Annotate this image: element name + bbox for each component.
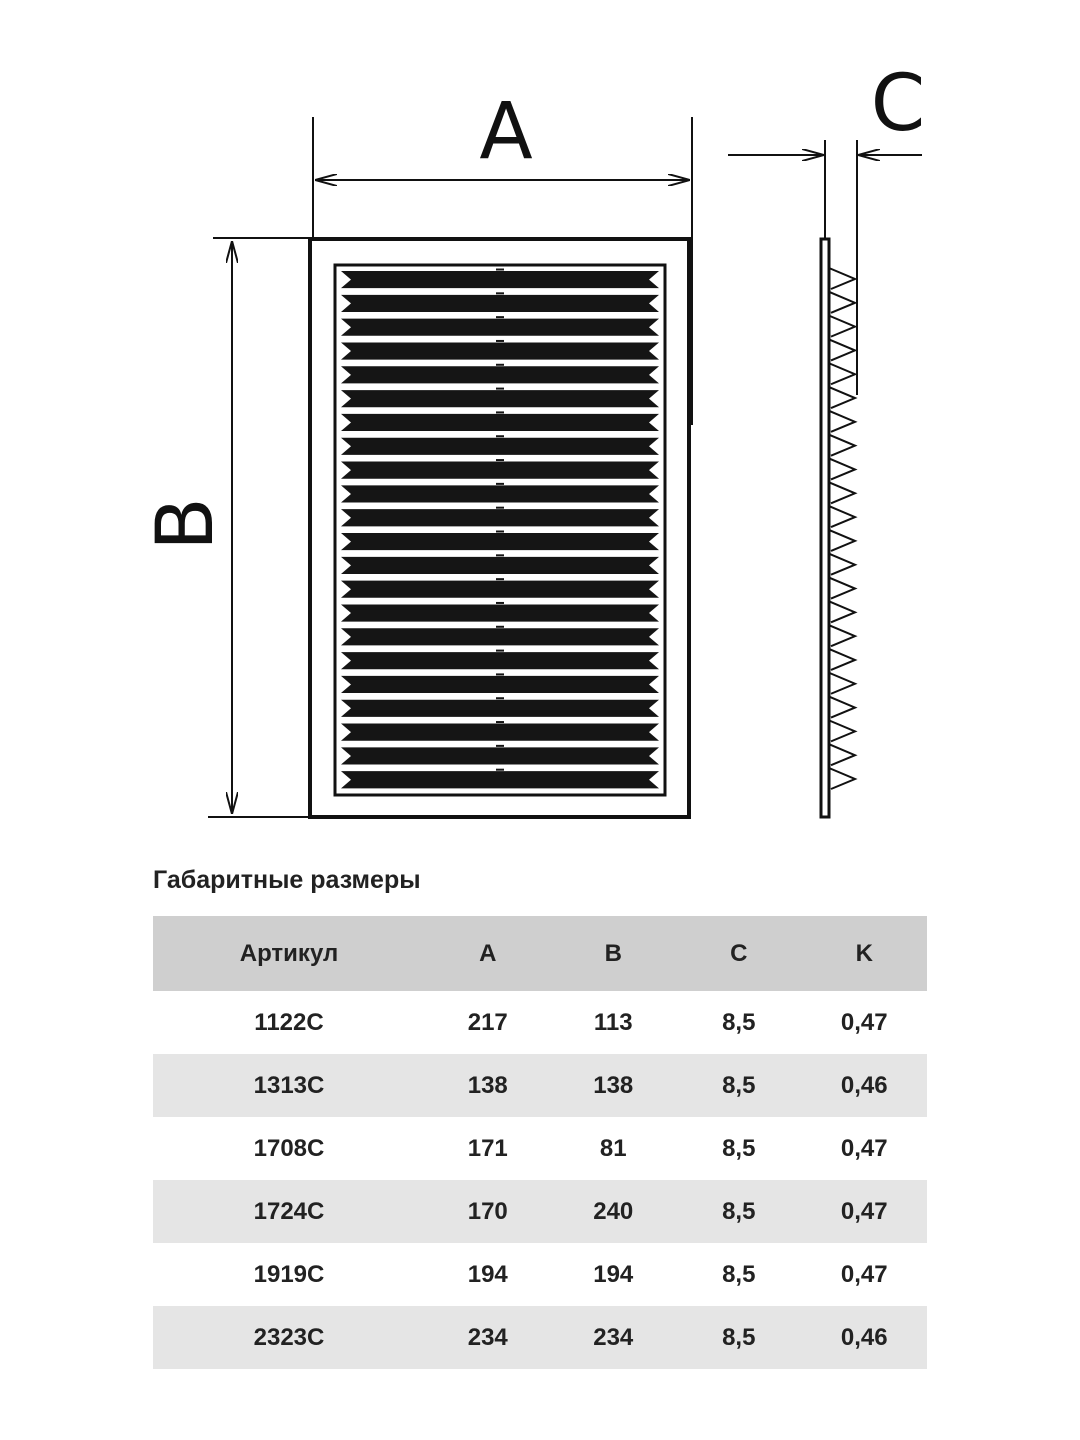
louver-blade bbox=[341, 533, 659, 550]
header-a: A bbox=[425, 916, 551, 991]
side-fin bbox=[829, 339, 855, 360]
cell-a: 217 bbox=[467, 1008, 508, 1036]
section-title: Габаритные размеры bbox=[153, 866, 421, 894]
louver-blade bbox=[341, 366, 659, 383]
side-fin bbox=[829, 768, 855, 789]
table-row bbox=[153, 1243, 927, 1306]
louver-blade bbox=[341, 462, 659, 479]
cell-c: 8,5 bbox=[722, 1134, 756, 1162]
side-fin bbox=[829, 268, 855, 289]
cell-b: 194 bbox=[593, 1260, 634, 1288]
cell-a: 194 bbox=[467, 1260, 508, 1288]
header-b: B bbox=[551, 916, 677, 991]
louver-blade bbox=[341, 604, 659, 621]
label-a: A bbox=[479, 87, 533, 177]
cell-a: 234 bbox=[425, 1306, 551, 1369]
table-row bbox=[153, 991, 927, 1054]
cell-k: 0,46 bbox=[802, 1306, 928, 1369]
side-fin bbox=[829, 316, 855, 337]
louver-blade bbox=[341, 271, 659, 288]
cell-c: 8,5 bbox=[722, 1008, 756, 1036]
cell-c: 8,5 bbox=[676, 1306, 802, 1369]
cell-b: 113 bbox=[593, 1008, 633, 1036]
louver-blade bbox=[341, 509, 659, 526]
side-fin bbox=[829, 292, 855, 313]
side-fin bbox=[829, 673, 855, 694]
table-row bbox=[153, 1054, 927, 1117]
side-fin bbox=[829, 601, 855, 622]
header-k: K bbox=[802, 916, 928, 991]
header-article: Артикул bbox=[153, 916, 425, 991]
louver-blade bbox=[341, 414, 659, 431]
side-fin bbox=[829, 530, 855, 551]
grille-louvers bbox=[341, 270, 659, 789]
cell-k: 0,47 bbox=[840, 1008, 888, 1036]
side-fin bbox=[829, 458, 855, 479]
side-fin bbox=[829, 744, 855, 765]
cell-a: 138 bbox=[425, 1054, 551, 1117]
grille-side-view bbox=[728, 59, 925, 817]
louver-blade bbox=[341, 438, 659, 455]
label-b: B bbox=[141, 497, 231, 551]
louver-blade bbox=[341, 557, 659, 574]
louver-blade bbox=[341, 319, 659, 336]
table-row bbox=[153, 1180, 927, 1243]
label-c: C bbox=[870, 59, 926, 149]
side-fin bbox=[829, 387, 855, 408]
cell-c: 8,5 bbox=[676, 1054, 802, 1117]
cell-b: 234 bbox=[551, 1306, 677, 1369]
louver-blade bbox=[341, 390, 659, 407]
cell-k: 0,47 bbox=[840, 1134, 888, 1162]
cell-article: 1122C bbox=[254, 1008, 324, 1036]
dimension-b bbox=[141, 238, 312, 817]
side-fin bbox=[829, 649, 855, 670]
louver-blade bbox=[341, 676, 659, 693]
side-fin bbox=[829, 720, 855, 741]
cell-k: 0,46 bbox=[802, 1054, 928, 1117]
side-fin bbox=[829, 411, 855, 432]
cell-c: 8,5 bbox=[722, 1260, 756, 1288]
side-fin bbox=[829, 435, 855, 456]
cell-a: 170 bbox=[425, 1180, 551, 1243]
louver-blade bbox=[341, 724, 659, 741]
grille-front-view bbox=[310, 239, 689, 817]
louver-blade bbox=[341, 295, 659, 312]
cell-b: 240 bbox=[551, 1180, 677, 1243]
louver-blade bbox=[341, 581, 659, 598]
side-fin bbox=[829, 506, 855, 527]
louver-blade bbox=[341, 485, 659, 502]
cell-article: 2323C bbox=[153, 1306, 425, 1369]
dimensions-table bbox=[153, 916, 927, 1369]
cell-b: 81 bbox=[599, 1134, 627, 1162]
side-fin bbox=[829, 625, 855, 646]
cell-k: 0,47 bbox=[802, 1180, 928, 1243]
side-fin bbox=[829, 554, 855, 575]
cell-article: 1919C bbox=[253, 1260, 325, 1288]
cell-c: 8,5 bbox=[676, 1180, 802, 1243]
side-fin bbox=[829, 482, 855, 503]
side-fin bbox=[829, 578, 855, 599]
louver-blade bbox=[341, 747, 659, 764]
louver-blade bbox=[341, 652, 659, 669]
cell-b: 138 bbox=[551, 1054, 677, 1117]
cell-article: 1708C bbox=[253, 1134, 325, 1162]
louver-blade bbox=[341, 342, 659, 359]
cell-article: 1313C bbox=[153, 1054, 425, 1117]
louver-blade bbox=[341, 700, 659, 717]
table-row bbox=[153, 1306, 927, 1369]
cell-k: 0,47 bbox=[840, 1260, 888, 1288]
side-fin bbox=[829, 363, 855, 384]
louver-blade bbox=[341, 628, 659, 645]
header-c: C bbox=[676, 916, 802, 991]
table-header-row bbox=[153, 916, 927, 991]
table-row bbox=[153, 1117, 927, 1180]
cell-a: 171 bbox=[467, 1134, 508, 1162]
cell-article: 1724C bbox=[153, 1180, 425, 1243]
side-fins bbox=[829, 268, 855, 789]
louver-blade bbox=[341, 771, 659, 788]
side-plate bbox=[821, 239, 829, 817]
side-fin bbox=[829, 697, 855, 718]
